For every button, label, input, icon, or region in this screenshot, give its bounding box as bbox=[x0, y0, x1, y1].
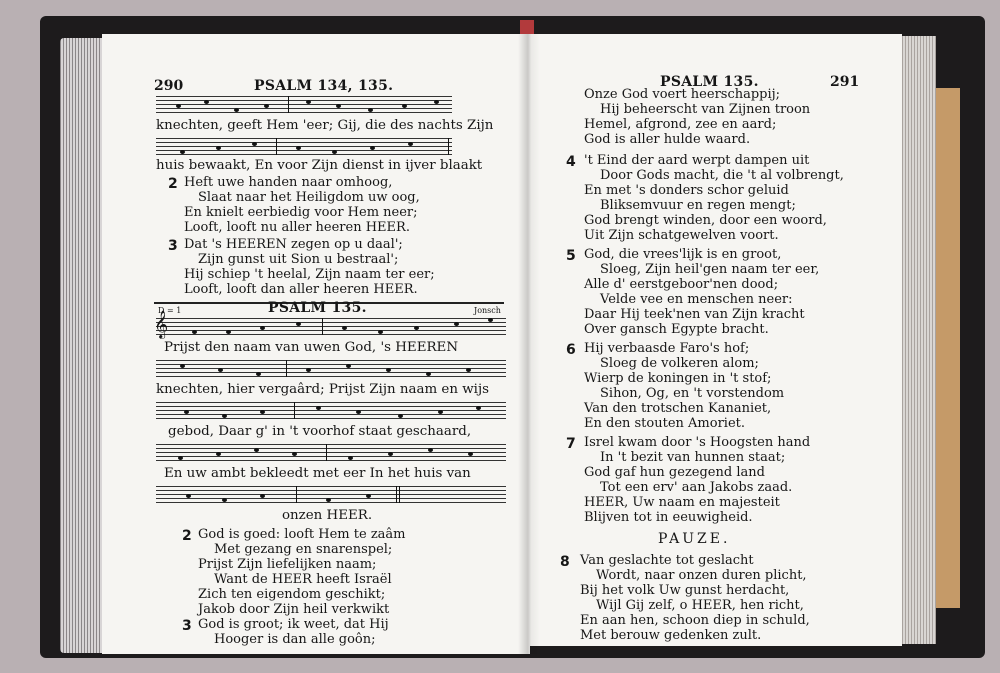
bookmark-ribbon bbox=[520, 20, 534, 34]
verse-number: 7 bbox=[566, 436, 576, 452]
verse-line: In 't bezit van hunnen staat; bbox=[600, 450, 786, 465]
open-book bbox=[40, 8, 990, 663]
verse-line: Daar Hij teek'nen van Zijn kracht bbox=[584, 307, 805, 322]
verse-line: God is aller hulde waard. bbox=[584, 132, 751, 147]
page-header: PSALM 134, 135. bbox=[254, 78, 394, 94]
verse-line: Zich ten eigendom geschikt; bbox=[198, 587, 386, 602]
verse-line: Met gezang en snarenspel; bbox=[214, 542, 393, 557]
verse-number: 8 bbox=[560, 554, 570, 570]
verse-line: Door Gods macht, die 't al volbrengt, bbox=[600, 168, 844, 183]
page-header: PSALM 135. bbox=[660, 74, 759, 90]
verse-line: Hemel, afgrond, zee en aard; bbox=[584, 117, 777, 132]
verse-line: Wordt, naar onzen duren plicht, bbox=[596, 568, 807, 583]
music-staff bbox=[156, 138, 452, 158]
verse-line: Zijn gunst uit Sion u bestraal'; bbox=[198, 252, 399, 267]
lyric-line: huis bewaakt, En voor Zijn dienst in ijver blaakt bbox=[156, 158, 483, 173]
verse-number: 3 bbox=[182, 618, 192, 634]
music-staff bbox=[156, 402, 506, 422]
verse-line: Wijl Gij zelf, o HEER, hen richt, bbox=[596, 598, 804, 613]
verse-line: Uit Zijn schatgewelven voort. bbox=[584, 228, 779, 243]
treble-clef-icon: 𝄞 bbox=[154, 310, 169, 338]
verse-line: Dat 's HEEREN zegen op u daal'; bbox=[184, 237, 403, 252]
page-edges-right bbox=[900, 36, 936, 644]
page-number: 290 bbox=[154, 78, 184, 94]
right-page bbox=[530, 34, 902, 646]
verse-line: Van geslachte tot geslacht bbox=[580, 553, 754, 568]
verse-line: God, die vrees'lijk is en groot, bbox=[584, 247, 782, 262]
verse-line: Onze God voert heerschappij; bbox=[584, 87, 781, 102]
verse-line: Blijven tot in eeuwigheid. bbox=[584, 510, 753, 525]
key-signature: D = 1 bbox=[158, 306, 182, 315]
verse-line: 't Eind der aard werpt dampen uit bbox=[584, 153, 810, 168]
verse-line: Bliksemvuur en regen mengt; bbox=[600, 198, 796, 213]
verse-line: Hij verbaasde Faro's hof; bbox=[584, 341, 750, 356]
verse-line: Hij schiep 't heelal, Zijn naam ter eer; bbox=[184, 267, 435, 282]
verse-number: 6 bbox=[566, 342, 576, 358]
verse-line: Velde vee en menschen neer: bbox=[600, 292, 793, 307]
verse-line: Heft uwe handen naar omhoog, bbox=[184, 175, 393, 190]
lyric-line: En uw ambt bekleedt met eer In het huis van bbox=[164, 466, 471, 481]
verse-number: 5 bbox=[566, 248, 576, 264]
verse-line: En knielt eerbiedig voor Hem neer; bbox=[184, 205, 418, 220]
verse-line: Sloeg, Zijn heil'gen naam ter eer, bbox=[600, 262, 820, 277]
verse-line: Sihon, Og, en 't vorstendom bbox=[600, 386, 785, 401]
lyric-line: onzen HEER. bbox=[282, 508, 373, 523]
verse-line: Slaat naar het Heiligdom uw oog, bbox=[198, 190, 420, 205]
verse-line: Looft, looft dan aller heeren HEER. bbox=[184, 282, 418, 297]
verse-line: God brengt winden, door een woord, bbox=[584, 213, 827, 228]
verse-number: 2 bbox=[168, 176, 178, 192]
verse-line: HEER, Uw naam en majesteit bbox=[584, 495, 780, 510]
verse-line: God is goed: looft Hem te zaâm bbox=[198, 527, 406, 542]
verse-number: 3 bbox=[168, 238, 178, 254]
verse-line: Met berouw gedenken zult. bbox=[580, 628, 762, 643]
psalm-title: PSALM 135. bbox=[268, 300, 367, 316]
left-page bbox=[102, 34, 530, 654]
verse-line: God is groot; ik weet, dat Hij bbox=[198, 617, 389, 632]
verse-line: Jakob door Zijn heil verkwikt bbox=[198, 602, 390, 617]
composer: Jonsch bbox=[474, 306, 501, 315]
verse-line: Wierp de koningen in 't stof; bbox=[584, 371, 772, 386]
verse-line: Isrel kwam door 's Hoogsten hand bbox=[584, 435, 811, 450]
verse-line: En den stouten Amoriet. bbox=[584, 416, 745, 431]
lyric-line: knechten, geeft Hem 'eer; Gij, die des nachts Zijn bbox=[156, 118, 494, 133]
verse-line: Bij het volk Uw gunst herdacht, bbox=[580, 583, 790, 598]
verse-line: God gaf hun gezegend land bbox=[584, 465, 765, 480]
verse-line: Hooger is dan alle goôn; bbox=[214, 632, 376, 647]
verse-line: Looft, looft nu aller heeren HEER. bbox=[184, 220, 410, 235]
verse-line: Want de HEER heeft Israël bbox=[214, 572, 392, 587]
page-number: 291 bbox=[830, 74, 860, 90]
music-staff bbox=[156, 444, 506, 464]
lyric-line: knechten, hier vergaârd; Prijst Zijn naam en wijs bbox=[156, 382, 489, 397]
lyric-line: Prijst den naam van uwen God, 's HEEREN bbox=[164, 340, 459, 355]
verse-number: 2 bbox=[182, 528, 192, 544]
verse-line: Tot een erv' aan Jakobs zaad. bbox=[600, 480, 793, 495]
book-gutter bbox=[518, 34, 540, 654]
pause-marker: PAUZE. bbox=[658, 531, 731, 547]
verse-line: Over gansch Egypte bracht. bbox=[584, 322, 769, 337]
verse-line: Alle d' eerstgeboor'nen dood; bbox=[584, 277, 779, 292]
verse-line: Sloeg de volkeren alom; bbox=[600, 356, 759, 371]
verse-line: En aan hen, schoon diep in schuld, bbox=[580, 613, 810, 628]
music-staff bbox=[156, 360, 506, 380]
music-staff bbox=[156, 486, 506, 506]
verse-line: Van den trotschen Kananiet, bbox=[584, 401, 772, 416]
verse-line: Hij beheerscht van Zijnen troon bbox=[600, 102, 811, 117]
verse-line: En met 's donders schor geluid bbox=[584, 183, 789, 198]
verse-number: 4 bbox=[566, 154, 576, 170]
music-staff bbox=[156, 96, 452, 116]
verse-line: Prijst Zijn liefelijken naam; bbox=[198, 557, 377, 572]
lyric-line: gebod, Daar g' in 't voorhof staat geschaard, bbox=[168, 424, 472, 439]
